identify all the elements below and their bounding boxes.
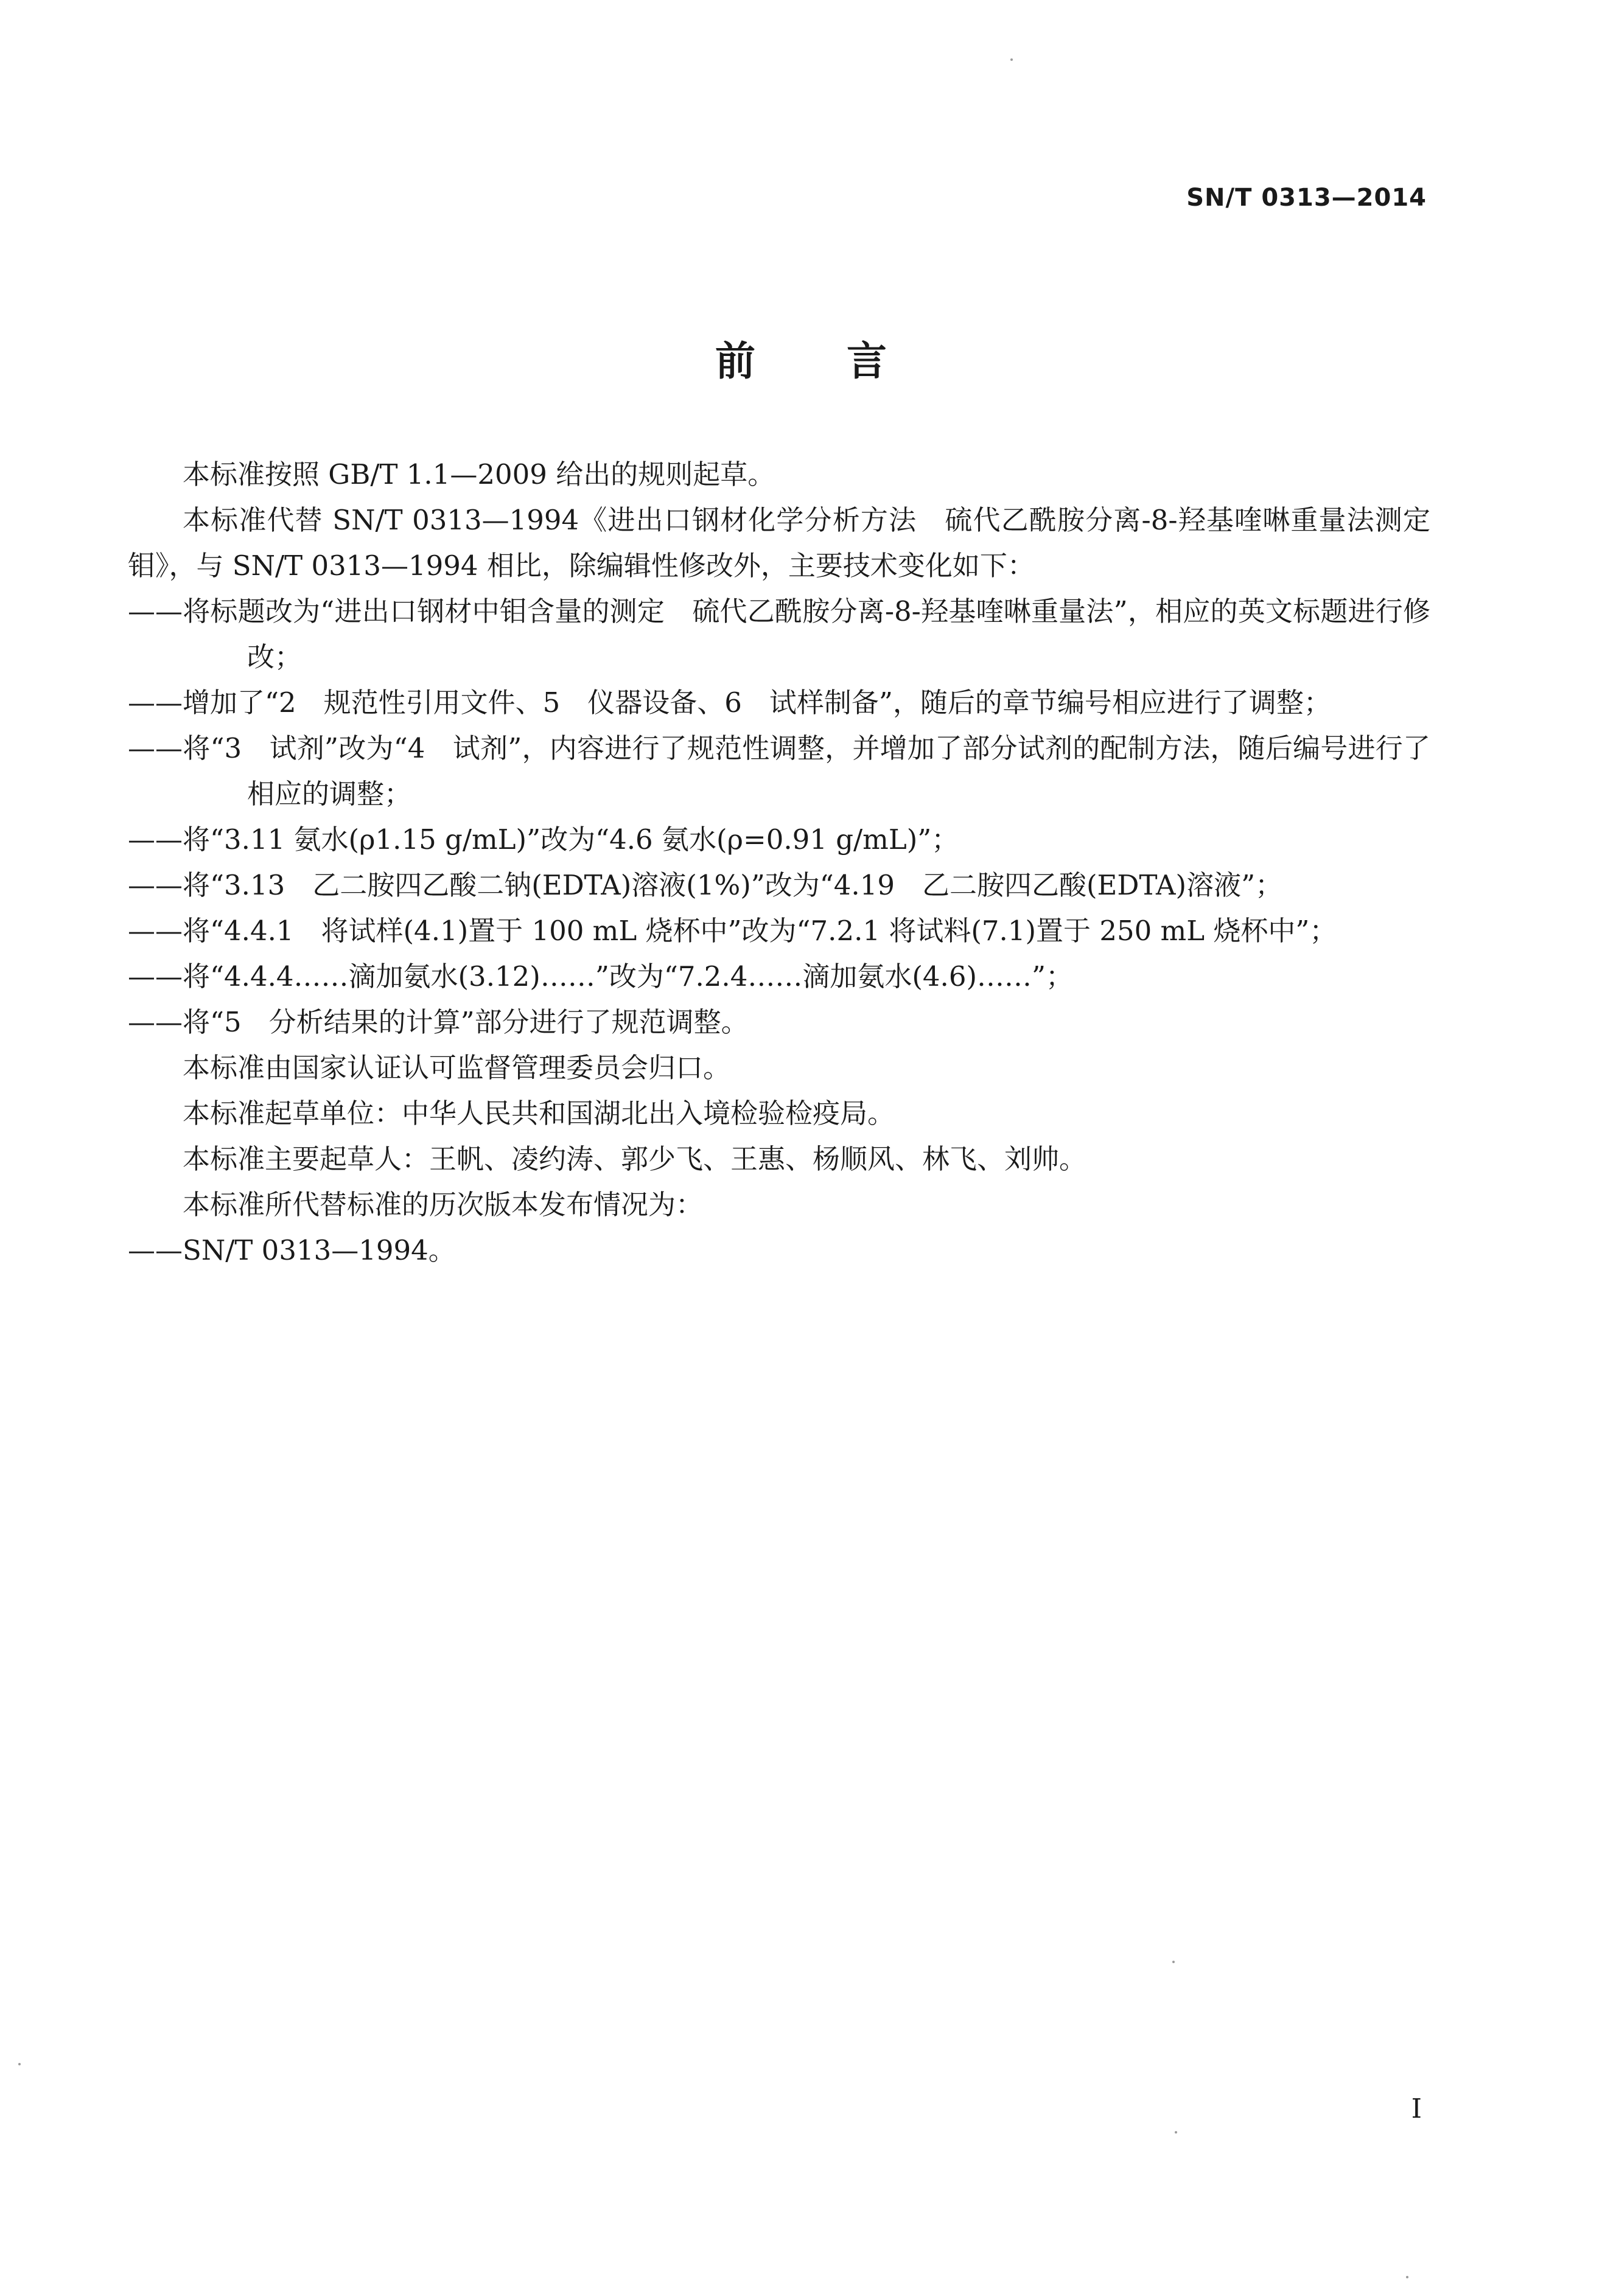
change-item: ——将“3.11 氨水(ρ1.15 g/mL)”改为“4.6 氨水(ρ=0.91 g/mL)”； <box>128 823 959 856</box>
previous-version-item: ——SN/T 0313—1994。 <box>128 1234 456 1266</box>
change-item: ——将标题改为“进出口钢材中钼含量的测定 硫代乙酰胺分离-8-羟基喹啉重量法”，相应的英文标题进行修改； <box>128 595 1430 673</box>
scan-speck <box>1172 1961 1175 1963</box>
paragraph-drafters: 本标准主要起草人：王帆、凌约涛、郭少飞、王惠、杨顺风、林飞、刘帅。 <box>183 1143 1087 1175</box>
standard-number: SN/T 0313—2014 <box>1186 184 1427 212</box>
change-item: ——将“4.4.1 将试样(4.1)置于 100 mL 烧杯中”改为“7.2.1 将试料(7.1)置于 250 mL 烧杯中”； <box>128 915 1337 947</box>
scan-speck <box>1175 2131 1177 2134</box>
paragraph-replacement: 本标准代替 SN/T 0313—1994《进出口钢材化学分析方法 硫代乙酰胺分离-8-羟基喹啉重量法测定钼》，与 SN/T 0313—1994 相比，除编辑性修改外，主要技术变化如下： <box>128 504 1430 582</box>
change-item: ——将“3.13 乙二胺四乙酸二钠(EDTA)溶液(1%)”改为“4.19 乙二胺四乙酸(EDTA)溶液”； <box>128 869 1283 901</box>
change-item: ——将“5 分析结果的计算”部分进行了规范调整。 <box>128 1006 749 1038</box>
page-title: 前言 <box>715 338 978 385</box>
page-number: I <box>1411 2093 1422 2124</box>
paragraph-responsible-body: 本标准由国家认证认可监督管理委员会归口。 <box>183 1052 731 1084</box>
foreword-body <box>128 452 1430 1273</box>
scan-speck <box>1406 2276 1408 2278</box>
paragraph-drafting-rule: 本标准按照 GB/T 1.1—2009 给出的规则起草。 <box>183 458 775 490</box>
scan-speck <box>18 2063 21 2065</box>
change-item: ——增加了“2 规范性引用文件、5 仪器设备、6 试样制备”，随后的章节编号相应进行了调整； <box>128 686 1331 719</box>
change-item: ——将“4.4.4……滴加氨水(3.12)……”改为“7.2.4……滴加氨水(4.6)……”； <box>128 960 1074 993</box>
paragraph-version-history: 本标准所代替标准的历次版本发布情况为： <box>183 1188 704 1221</box>
scan-speck <box>1010 58 1013 61</box>
change-item: ——将“3 试剂”改为“4 试剂”，内容进行了规范性调整，并增加了部分试剂的配制方法，随后编号进行了相应的调整； <box>128 732 1430 810</box>
paragraph-drafting-unit: 本标准起草单位：中华人民共和国湖北出入境检验检疫局。 <box>183 1097 895 1129</box>
